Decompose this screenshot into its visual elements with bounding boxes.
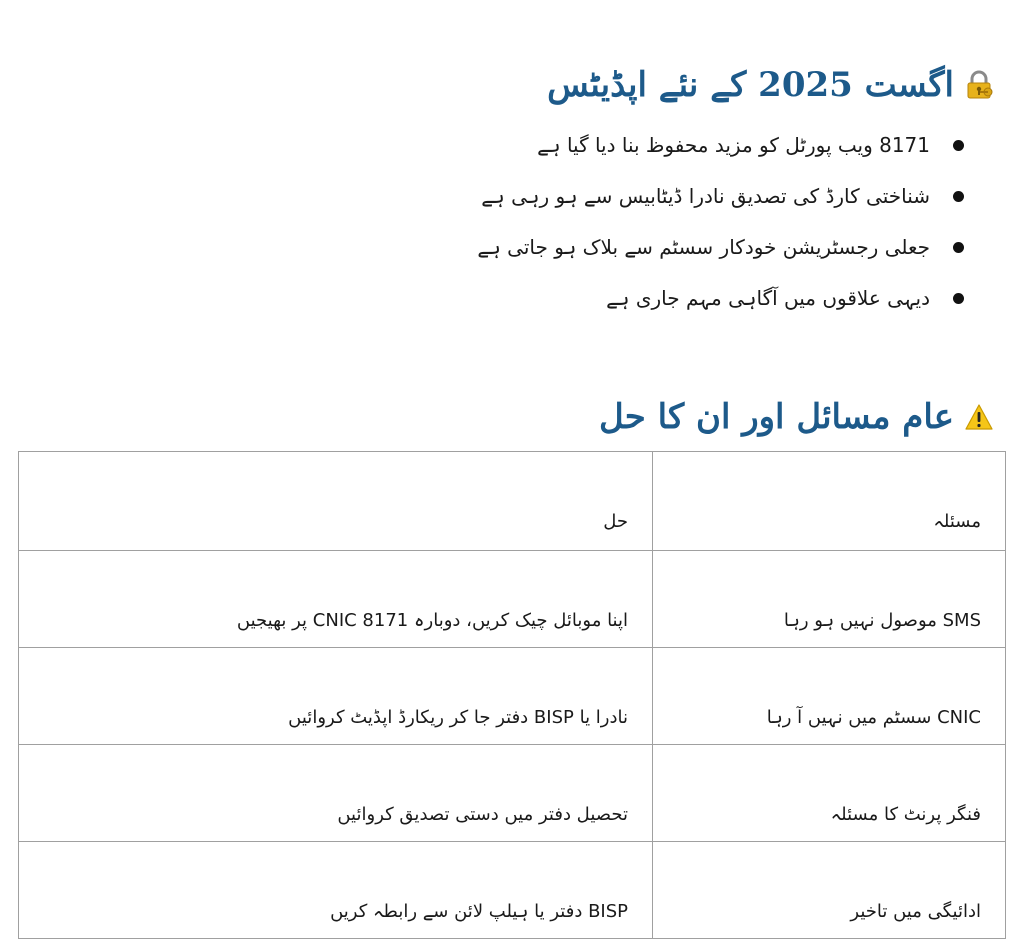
bullet (953, 242, 964, 253)
warning-icon (964, 402, 994, 432)
issues-title: عام مسائل اور ان کا حل (598, 397, 954, 438)
updates-list (477, 120, 964, 324)
list-item (477, 222, 964, 273)
list-item-text: جعلی رجسٹریشن خودکار سسٹم سے بلاک ہو جاتی ہے (477, 235, 930, 259)
issue-cell: فنگر پرنٹ کا مسئلہ (653, 745, 1006, 842)
issue-cell: SMS موصول نہیں ہو رہا (653, 551, 1006, 648)
issue-cell: CNIC سسٹم میں نہیں آ رہا (653, 648, 1006, 745)
table-row (19, 648, 1006, 745)
updates-heading (547, 65, 994, 106)
table-row (19, 551, 1006, 648)
table-row (19, 842, 1006, 939)
bullet (953, 293, 964, 304)
bullet (953, 191, 964, 202)
issues-heading (598, 397, 994, 438)
list-item (477, 171, 964, 222)
issues-table (18, 451, 1006, 939)
table-row (19, 745, 1006, 842)
header-solution: حل (19, 452, 653, 551)
lock-icon (964, 70, 994, 100)
list-item-text: دیہی علاقوں میں آگاہی مہم جاری ہے (606, 286, 930, 310)
bullet (953, 140, 964, 151)
solution-cell: نادرا یا BISP دفتر جا کر ریکارڈ اپڈیٹ کروائیں (19, 648, 653, 745)
list-item (477, 273, 964, 324)
solution-cell: تحصیل دفتر میں دستی تصدیق کروائیں (19, 745, 653, 842)
solution-cell: BISP دفتر یا ہیلپ لائن سے رابطہ کریں (19, 842, 653, 939)
list-item-text: 8171 ویب پورٹل کو مزید محفوظ بنا دیا گیا ہے (537, 133, 930, 157)
header-issue: مسئلہ (653, 452, 1006, 551)
list-item (477, 120, 964, 171)
table-header-row (19, 452, 1006, 551)
updates-title: اگست 2025 کے نئے اپڈیٹس (547, 65, 954, 106)
solution-cell: اپنا موبائل چیک کریں، دوبارہ CNIC 8171 پر بھیجیں (19, 551, 653, 648)
list-item-text: شناختی کارڈ کی تصدیق نادرا ڈیٹابیس سے ہو رہی ہے (481, 184, 930, 208)
issue-cell: ادائیگی میں تاخیر (653, 842, 1006, 939)
